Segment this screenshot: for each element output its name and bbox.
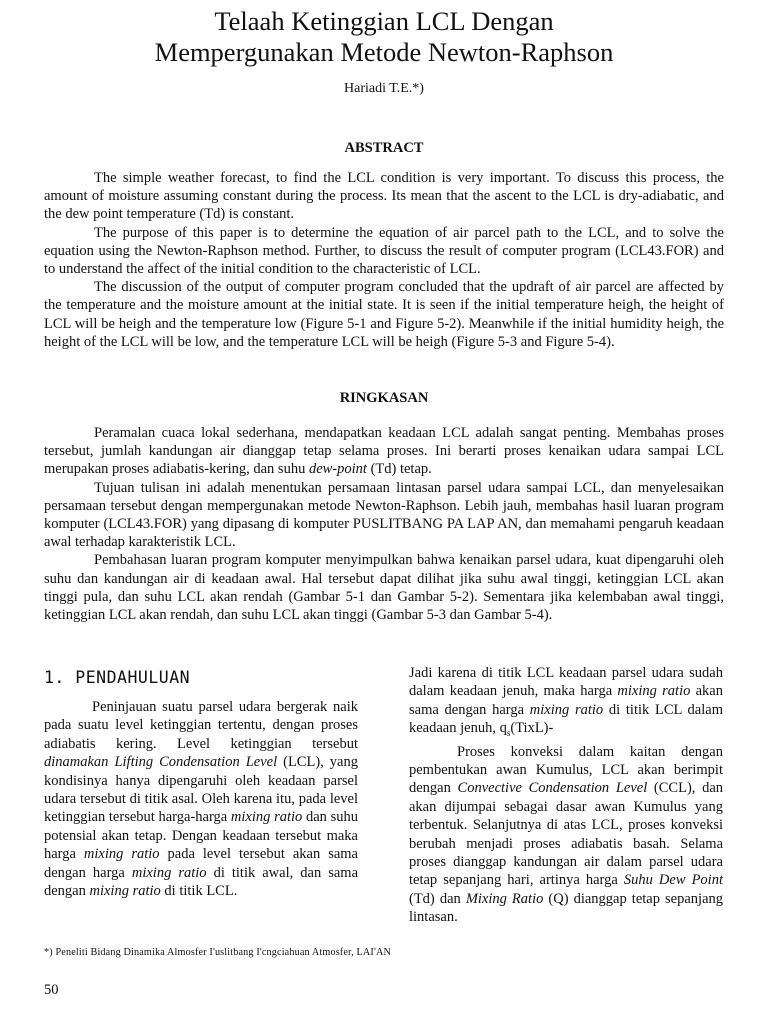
left-column-paragraph <box>44 698 358 900</box>
italic-term: mixing ratio <box>617 683 691 700</box>
body-text: Proses konveksi dalam kaitan dengan pembentukan awan Kumulus, LCL akan berimpit dengan <box>409 743 723 797</box>
left-column <box>44 698 358 900</box>
body-text: pada level tersebut akan sama dengan harga <box>44 846 358 881</box>
right-column-paragraph-2 <box>409 743 723 927</box>
body-text: di titik LCL. <box>160 883 238 900</box>
ringkasan-italic-term: dew-point <box>308 461 367 478</box>
body-text: (Q) dianggap tetap sepanjang lintasan. <box>409 890 724 926</box>
title-line-2: Mempergunakan Metode Newton-Raphson <box>154 37 614 67</box>
right-column-paragraph-1 <box>409 664 723 743</box>
body-text: Jadi karena di titik LCL keadaan parsel udara sudah dalam keadaan jenuh, maka harga <box>409 665 723 700</box>
abstract-body <box>44 169 724 351</box>
footnote: *) Peneliti Bidang Dinamika Almosfer I'uslitbang I'cngciahuan Atmosfer, LAI'AN <box>44 947 391 958</box>
italic-term: mixing ratio <box>89 883 161 900</box>
abstract-paragraph-2: The purpose of this paper is to determine the equation of air parcel path to the LCL, and to solve the equation using the Newton-Raphson method. Further, to discuss the result of computer program (LCL43.FOR) and to understand the affect of the initial condition to the characteristic of LCL. <box>44 224 724 278</box>
abstract-paragraph-3: The discussion of the output of computer program concluded that the updraft of air parcel are affected by the temperature and the moisture amount at the initial state. It is seen if the initial temperature heigh, the height of LCL will be heigh and the temperature low (Figure 5-1 and Figure 5-2). Meanwhile if the initial humidity heigh, the height of the LCL will be low, and the temperature LCL will be heigh (Figure 5-3 and Figure 5-4). <box>44 279 724 350</box>
ringkasan-paragraph-2: Tujuan tulisan ini adalah menentukan persamaan lintasan parsel udara sampai LCL, dan menyelesaikan persamaan tersebut dengan mempergunakan metode Newton-Raphson. Lebih jauh, membahas hasil luaran program komputer (LCL43.FOR) yang dipasang di komputer PUSLITBANG PA LAP AN, dan memahami pengaruh keadaan awal terhadap karakteristik LCL. <box>44 479 724 551</box>
body-text: dan suhu potensial akan tetap. Dengan keadaan tersebut maka harga <box>44 809 359 863</box>
body-text: di titik LCL dalam keadaan jenuh, q <box>409 701 723 737</box>
ringkasan-paragraph-3: Pembahasan luaran program komputer menyimpulkan bahwa kenaikan parsel udara, kuat dipengaruhi oleh suhu dan kandungan air di keadaan awal. Hal tersebut dapat dilihat jika suhu awal tinggi, ketinggian LCL akan tinggi pula, dan suhu LCL akan rendah (Gambar 5-1 dan Gambar 5-2). Sementara jika kelembaban awal tinggi, ketinggian LCL akan rendah, dan suhu LCL akan tinggi (Gambar 5-3 dan Gambar 5-4). <box>44 552 724 624</box>
italic-term: Suhu Dew Point <box>623 872 723 889</box>
abstract-heading: ABSTRACT <box>344 140 424 156</box>
body-text: akan sama dengan harga <box>409 683 723 718</box>
ringkasan-paragraph-1 <box>44 424 724 479</box>
italic-term: mixing ratio <box>529 701 604 718</box>
ringkasan-text: Peramalan cuaca lokal sederhana, mendapatkan keadaan LCL adalah sangat penting. Membahas proses tersebut, jumlah kandungan air dianggap tetap selama proses. Ini berarti proses kenaikan udara sampai LCL merupakan proses adiabatis-kering, dan suhu <box>44 425 724 478</box>
ringkasan-body <box>44 424 724 624</box>
italic-term: Mixing Ratio <box>465 890 544 907</box>
title-line-1: Telaah Ketinggian LCL Dengan <box>214 6 554 36</box>
author-line: Hariadi T.E.*) <box>344 81 424 96</box>
subscript: s <box>506 728 511 739</box>
italic-term: mixing ratio <box>230 809 303 826</box>
italic-term: dinamakan Lifting Condensation Level <box>44 754 278 771</box>
ringkasan-text: (Td) tetap. <box>366 461 432 478</box>
italic-term: mixing ratio <box>131 864 207 881</box>
body-text: Peninjauan suatu parsel udara bergerak naik pada suatu level ketinggian tertentu, dengan proses adiabatis kering. Level ketinggian tersebut <box>44 699 358 752</box>
italic-term: mixing ratio <box>83 846 160 863</box>
body-text: di titik awal, dan sama dengan <box>44 864 359 900</box>
paper-title <box>0 6 768 68</box>
page-number: 50 <box>44 982 59 998</box>
section-heading: 1. PENDAHULUAN <box>44 668 191 687</box>
body-text: (TixL)- <box>510 720 554 737</box>
body-text: (CCL), dan akan dijumpai sebagai dasar awan Kumulus yang terbentuk. Selanjutnya di atas LCL, proses konveksi berubah menjadi proses adiabatis basah. Selama proses dianggap kandungan air dalam parsel udara tetap sepanjang hari, artinya harga <box>409 780 723 889</box>
italic-term: Convective Condensation Level <box>457 780 648 797</box>
body-text: (Td) dan <box>409 890 466 907</box>
body-text: (LCL), yang kondisinya hanya dipengaruhi oleh keadaan parsel udara tersebut di titik asal. Oleh karena itu, pada level ketinggian tersebut harga-harga <box>44 754 358 826</box>
right-column <box>409 664 723 927</box>
abstract-paragraph-1: The simple weather forecast, to find the LCL condition is very important. To discuss this process, the amount of moisture assuming constant during the process. Its mean that the ascent to the LCL is dry-adiabatic, and the dew point temperature (Td) is constant. <box>44 170 724 223</box>
ringkasan-heading: RINGKASAN <box>339 390 429 406</box>
